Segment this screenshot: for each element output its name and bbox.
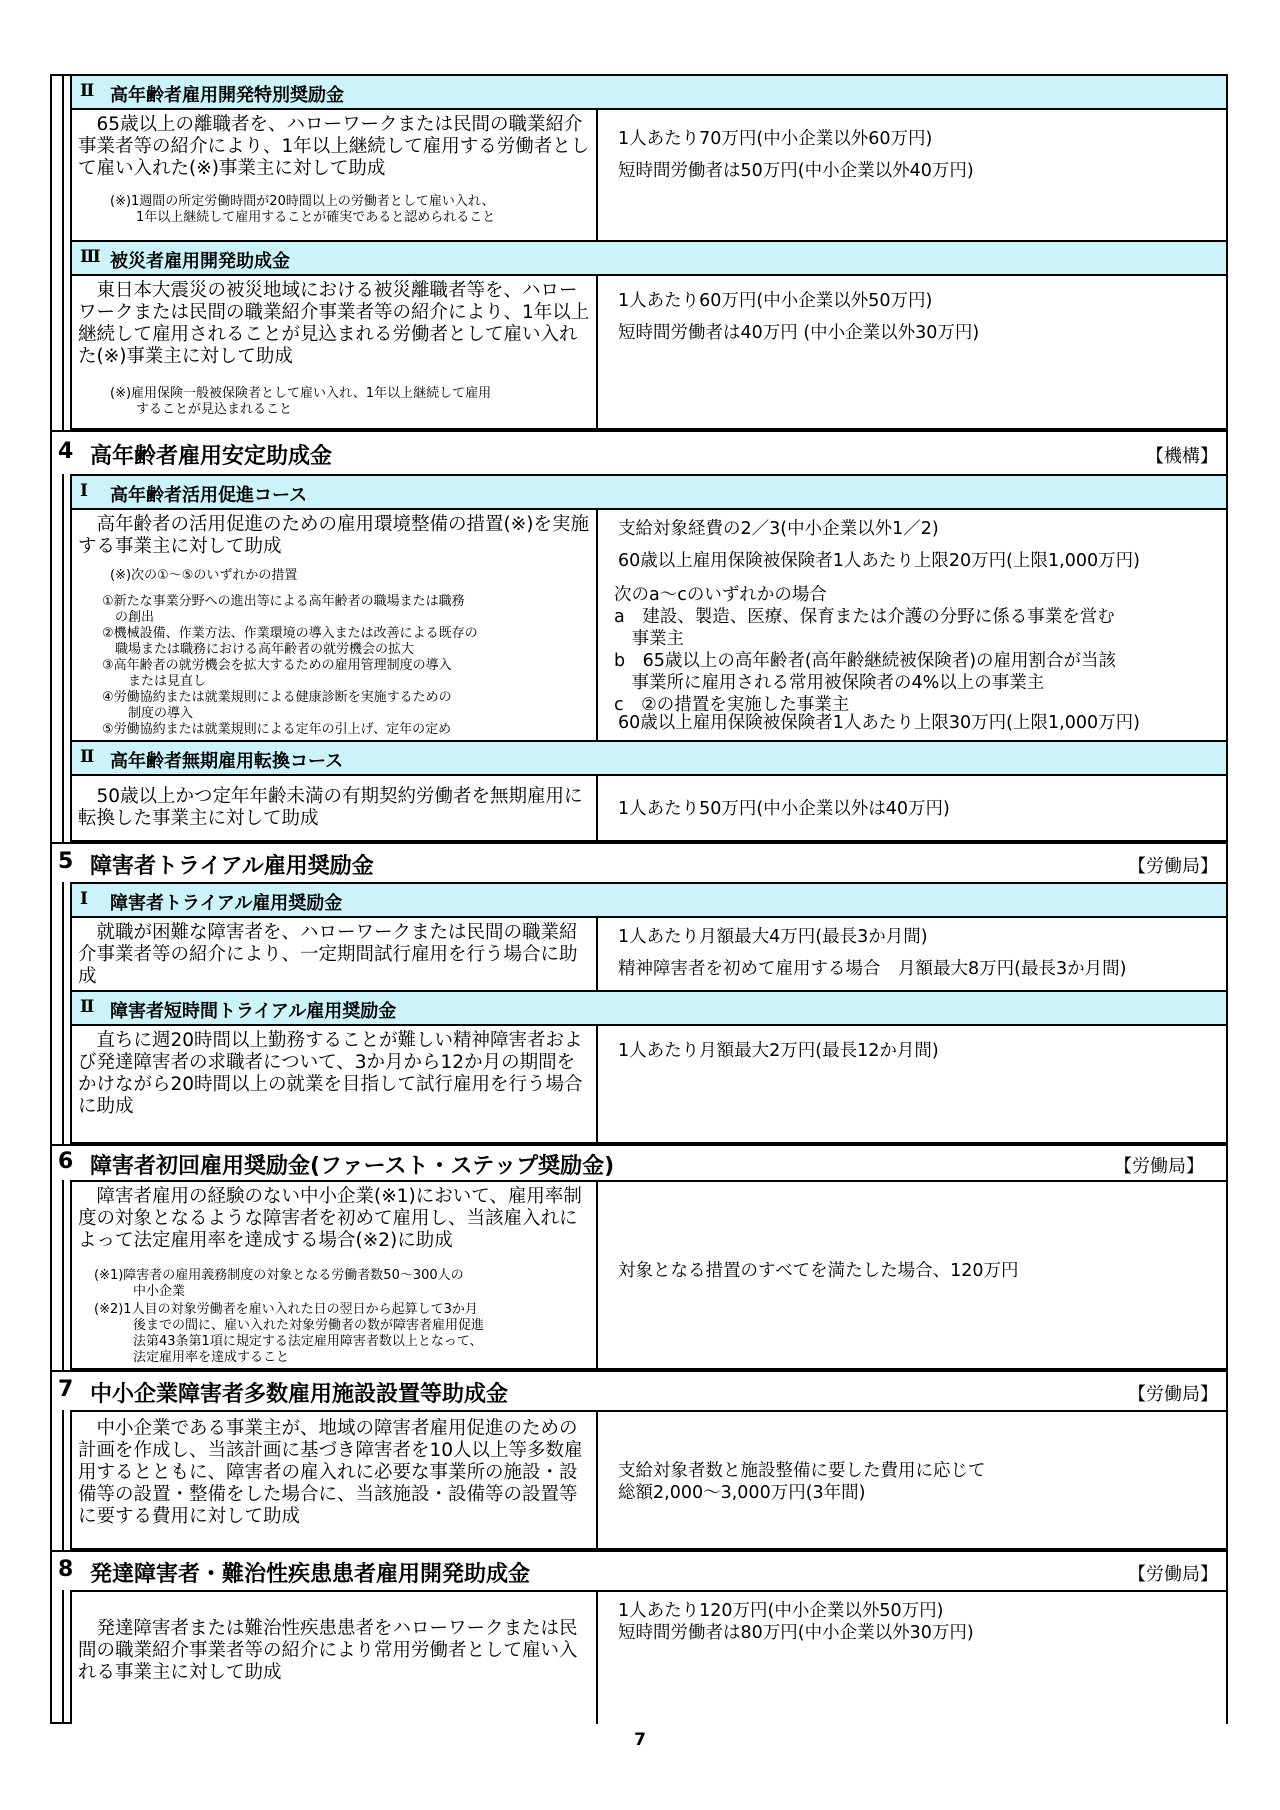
description-cell <box>72 1412 598 1548</box>
content-row <box>70 1590 1228 1724</box>
amount-text: 次のa～cのいずれかの場合 a 建設、製造、医療、保育または介護の分野に係る事業を営む 事業主 b 65歳以上の高年齢者(高年齢継続被保険者)の雇用割合が当該 事業所に雇用される常用被保険者の4%以上の事業主 c ②の措置を実施した事業主 <box>614 585 1117 715</box>
section-header <box>52 1144 1226 1180</box>
subsection-title: 高年齢者雇用開発特別奨励金 <box>110 85 344 106</box>
subsection-title: 障害者短時間トライアル雇用奨励金 <box>110 1001 397 1022</box>
amount-text: 60歳以上雇用保険被保険者1人あたり上限30万円(上限1,000万円) <box>618 713 1140 733</box>
content-row <box>70 776 1228 842</box>
subsection-number: Ⅱ <box>80 81 95 101</box>
amount-cell <box>598 110 1226 240</box>
section-title: 中小企業障害者多数雇用施設設置等助成金 <box>90 1382 509 1407</box>
description-text: 発達障害者または難治性疾患患者をハローワークまたは民間の職業紹介事業者等の紹介により常用労働者として雇い入れる事業主に対して助成 <box>78 1618 578 1683</box>
footnote: (※)1週間の所定労働時間が20時間以上の労働者として雇い入れ、 1年以上継続して雇用することが確実であると認められること <box>110 194 496 225</box>
description-cell <box>72 1182 598 1368</box>
section-header <box>52 1550 1226 1590</box>
description-cell <box>72 776 598 840</box>
subsection-header <box>70 74 1228 110</box>
left-rule <box>62 76 64 1722</box>
section-header <box>52 1370 1226 1410</box>
section-header <box>52 842 1226 882</box>
description-text: 中小企業である事業主が、地域の障害者雇用促進のための計画を作成し、当該計画に基づき障害者を10人以上等多数雇用するとともに、障害者の雇入れに必要な事業所の施設・設備等の設置・整備をした場合に、当該施設・設備等の設置等に要する費用に対して助成 <box>78 1418 583 1527</box>
subsection-header <box>70 240 1228 276</box>
content-row <box>70 1410 1228 1550</box>
amount-text: 60歳以上雇用保険被保険者1人あたり上限20万円(上限1,000万円) <box>618 551 1140 571</box>
amount-text: 1人あたり120万円(中小企業以外50万円) 短時間労働者は80万円(中小企業以外30万円) <box>618 1601 974 1643</box>
amount-text: 1人あたり70万円(中小企業以外60万円) <box>618 129 933 149</box>
amount-cell <box>598 776 1226 840</box>
section-tag: 【労働局】 <box>1128 1564 1218 1585</box>
amount-cell <box>598 1026 1226 1142</box>
section-number: 6 <box>58 1149 74 1174</box>
subsection-title: 障害者トライアル雇用奨励金 <box>110 893 343 914</box>
description-cell <box>72 276 598 428</box>
amount-text: 支給対象経費の2／3(中小企業以外1／2) <box>618 519 939 539</box>
content-row <box>70 110 1228 242</box>
amount-text: 1人あたり月額最大2万円(最長12か月間) <box>618 1041 939 1061</box>
description-cell <box>72 1026 598 1142</box>
amount-text: 短時間労働者は40万円 (中小企業以外30万円) <box>618 323 980 343</box>
description-text: 障害者雇用の経験のない中小企業(※1)において、雇用率制度の対象となるような障害者を初めて雇用し、当該雇入れによって法定雇用率を達成する場合(※2)に助成 <box>78 1186 582 1251</box>
footnote: ⑤労働協約または就業規則による定年の引上げ、定年の定め <box>102 722 452 737</box>
footnote: ②機械設備、作業方法、作業環境の導入または改善による既存の 職場または職務における高年齢者の就労機会の拡大 <box>102 626 478 657</box>
description-cell <box>72 918 598 990</box>
section-title: 高年齢者雇用安定助成金 <box>90 444 333 469</box>
footnote: ③高年齢者の就労機会を拡大するための雇用管理制度の導入 または見直し <box>102 658 452 689</box>
amount-text: 1人あたり50万円(中小企業以外は40万円) <box>618 799 950 819</box>
section-title: 発達障害者・難治性疾患患者雇用開発助成金 <box>90 1562 531 1587</box>
subsection-header <box>70 882 1228 918</box>
subsection-title: 高年齢者無期雇用転換コース <box>110 751 344 772</box>
footnote: (※2)1人目の対象労働者を雇い入れた日の翌日から起算して3か月 後までの間に、雇い入れた対象労働者の数が障害者雇用促進 法第43条第1項に規定する法定雇用障害者数以上となって、 法定雇用率を達成すること <box>94 1302 485 1365</box>
description-text: 東日本大震災の被災地域における被災離職者等を、ハローワークまたは民間の職業紹介事業者等の紹介により、1年以上継続して雇用されることが見込まれる労働者として雇い入れた(※)事業主に対して助成 <box>78 280 590 367</box>
description-cell <box>72 510 598 740</box>
content-row <box>70 510 1228 742</box>
section-number: 4 <box>58 439 74 464</box>
footnote: (※)雇用保険一般被保険者として雇い入れ、1年以上継続して雇用 することが見込まれること <box>110 386 492 417</box>
section-tag: 【労働局】 <box>1128 1384 1218 1405</box>
content-row <box>70 1026 1228 1144</box>
content-row <box>70 276 1228 430</box>
description-text: 50歳以上かつ定年年齢未満の有期契約労働者を無期雇用に転換した事業主に対して助成 <box>78 786 583 829</box>
content-row <box>70 918 1228 992</box>
amount-cell <box>598 918 1226 990</box>
amount-text: 1人あたり月額最大4万円(最長3か月間) <box>618 927 928 947</box>
section-title: 障害者初回雇用奨励金(ファースト・ステップ奨励金) <box>90 1154 615 1179</box>
subsection-number: Ⅱ <box>80 997 95 1017</box>
subsection-title: 高年齢者活用促進コース <box>110 485 308 506</box>
page-number: 7 <box>634 1730 646 1750</box>
description-cell <box>72 1592 598 1724</box>
section-tag: 【機構】 <box>1146 446 1218 467</box>
footnote: (※)次の①～⑤のいずれかの措置 <box>110 568 298 583</box>
amount-cell <box>598 1412 1226 1548</box>
subsection-header <box>70 474 1228 510</box>
document-frame <box>50 74 1228 1724</box>
footnote: (※1)障害者の雇用義務制度の対象となる労働者数50～300人の 中小企業 <box>94 1268 464 1299</box>
subsection-number: Ⅰ <box>80 889 88 909</box>
subsection-number: Ⅰ <box>80 481 88 501</box>
description-text: 直ちに週20時間以上勤務することが難しい精神障害者および発達障害者の求職者について、3か月から12か月の期間をかけながら20時間以上の就業を目指して試行雇用を行う場合に助成 <box>78 1030 583 1117</box>
amount-text: 1人あたり60万円(中小企業以外50万円) <box>618 291 933 311</box>
amount-text: 支給対象者数と施設整備に要した費用に応じて 総額2,000～3,000万円(3年間) <box>618 1461 986 1503</box>
section-header <box>52 430 1226 474</box>
amount-text: 精神障害者を初めて雇用する場合 月額最大8万円(最長3か月間) <box>618 959 1127 979</box>
amount-text: 短時間労働者は50万円(中小企業以外40万円) <box>618 161 974 181</box>
subsection-number: Ⅲ <box>80 247 101 267</box>
footnote: ④労働協約または就業規則による健康診断を実施するための 制度の導入 <box>102 690 452 721</box>
section-title: 障害者トライアル雇用奨励金 <box>90 854 374 879</box>
footnote: ①新たな事業分野への進出等による高年齢者の職場または職務 の創出 <box>102 594 465 625</box>
description-text: 65歳以上の離職者を、ハローワークまたは民間の職業紹介事業者等の紹介により、1年以上継続して雇用する労働者として雇い入れた(※)事業主に対して助成 <box>78 114 590 179</box>
section-number: 5 <box>58 849 74 874</box>
description-text: 就職が困難な障害者を、ハローワークまたは民間の職業紹介事業者等の紹介により、一定期間試行雇用を行う場合に助成 <box>78 922 578 987</box>
description-text: 高年齢者の活用促進のための雇用環境整備の措置(※)を実施する事業主に対して助成 <box>78 514 589 557</box>
section-number: 7 <box>58 1377 74 1402</box>
subsection-header <box>70 740 1228 776</box>
amount-text: 対象となる措置のすべてを満たした場合、120万円 <box>618 1261 1019 1281</box>
description-cell <box>72 110 598 240</box>
subsection-number: Ⅱ <box>80 747 95 767</box>
subsection-header <box>70 990 1228 1026</box>
amount-cell <box>598 1182 1226 1368</box>
section-tag: 【労働局】 <box>1128 856 1218 877</box>
section-number: 8 <box>58 1557 74 1582</box>
amount-cell <box>598 1592 1226 1724</box>
amount-cell <box>598 510 1226 740</box>
subsection-title: 被災者雇用開発助成金 <box>110 251 290 272</box>
content-row <box>70 1180 1228 1370</box>
amount-cell <box>598 276 1226 428</box>
section-tag: 【労働局】 <box>1114 1156 1204 1177</box>
